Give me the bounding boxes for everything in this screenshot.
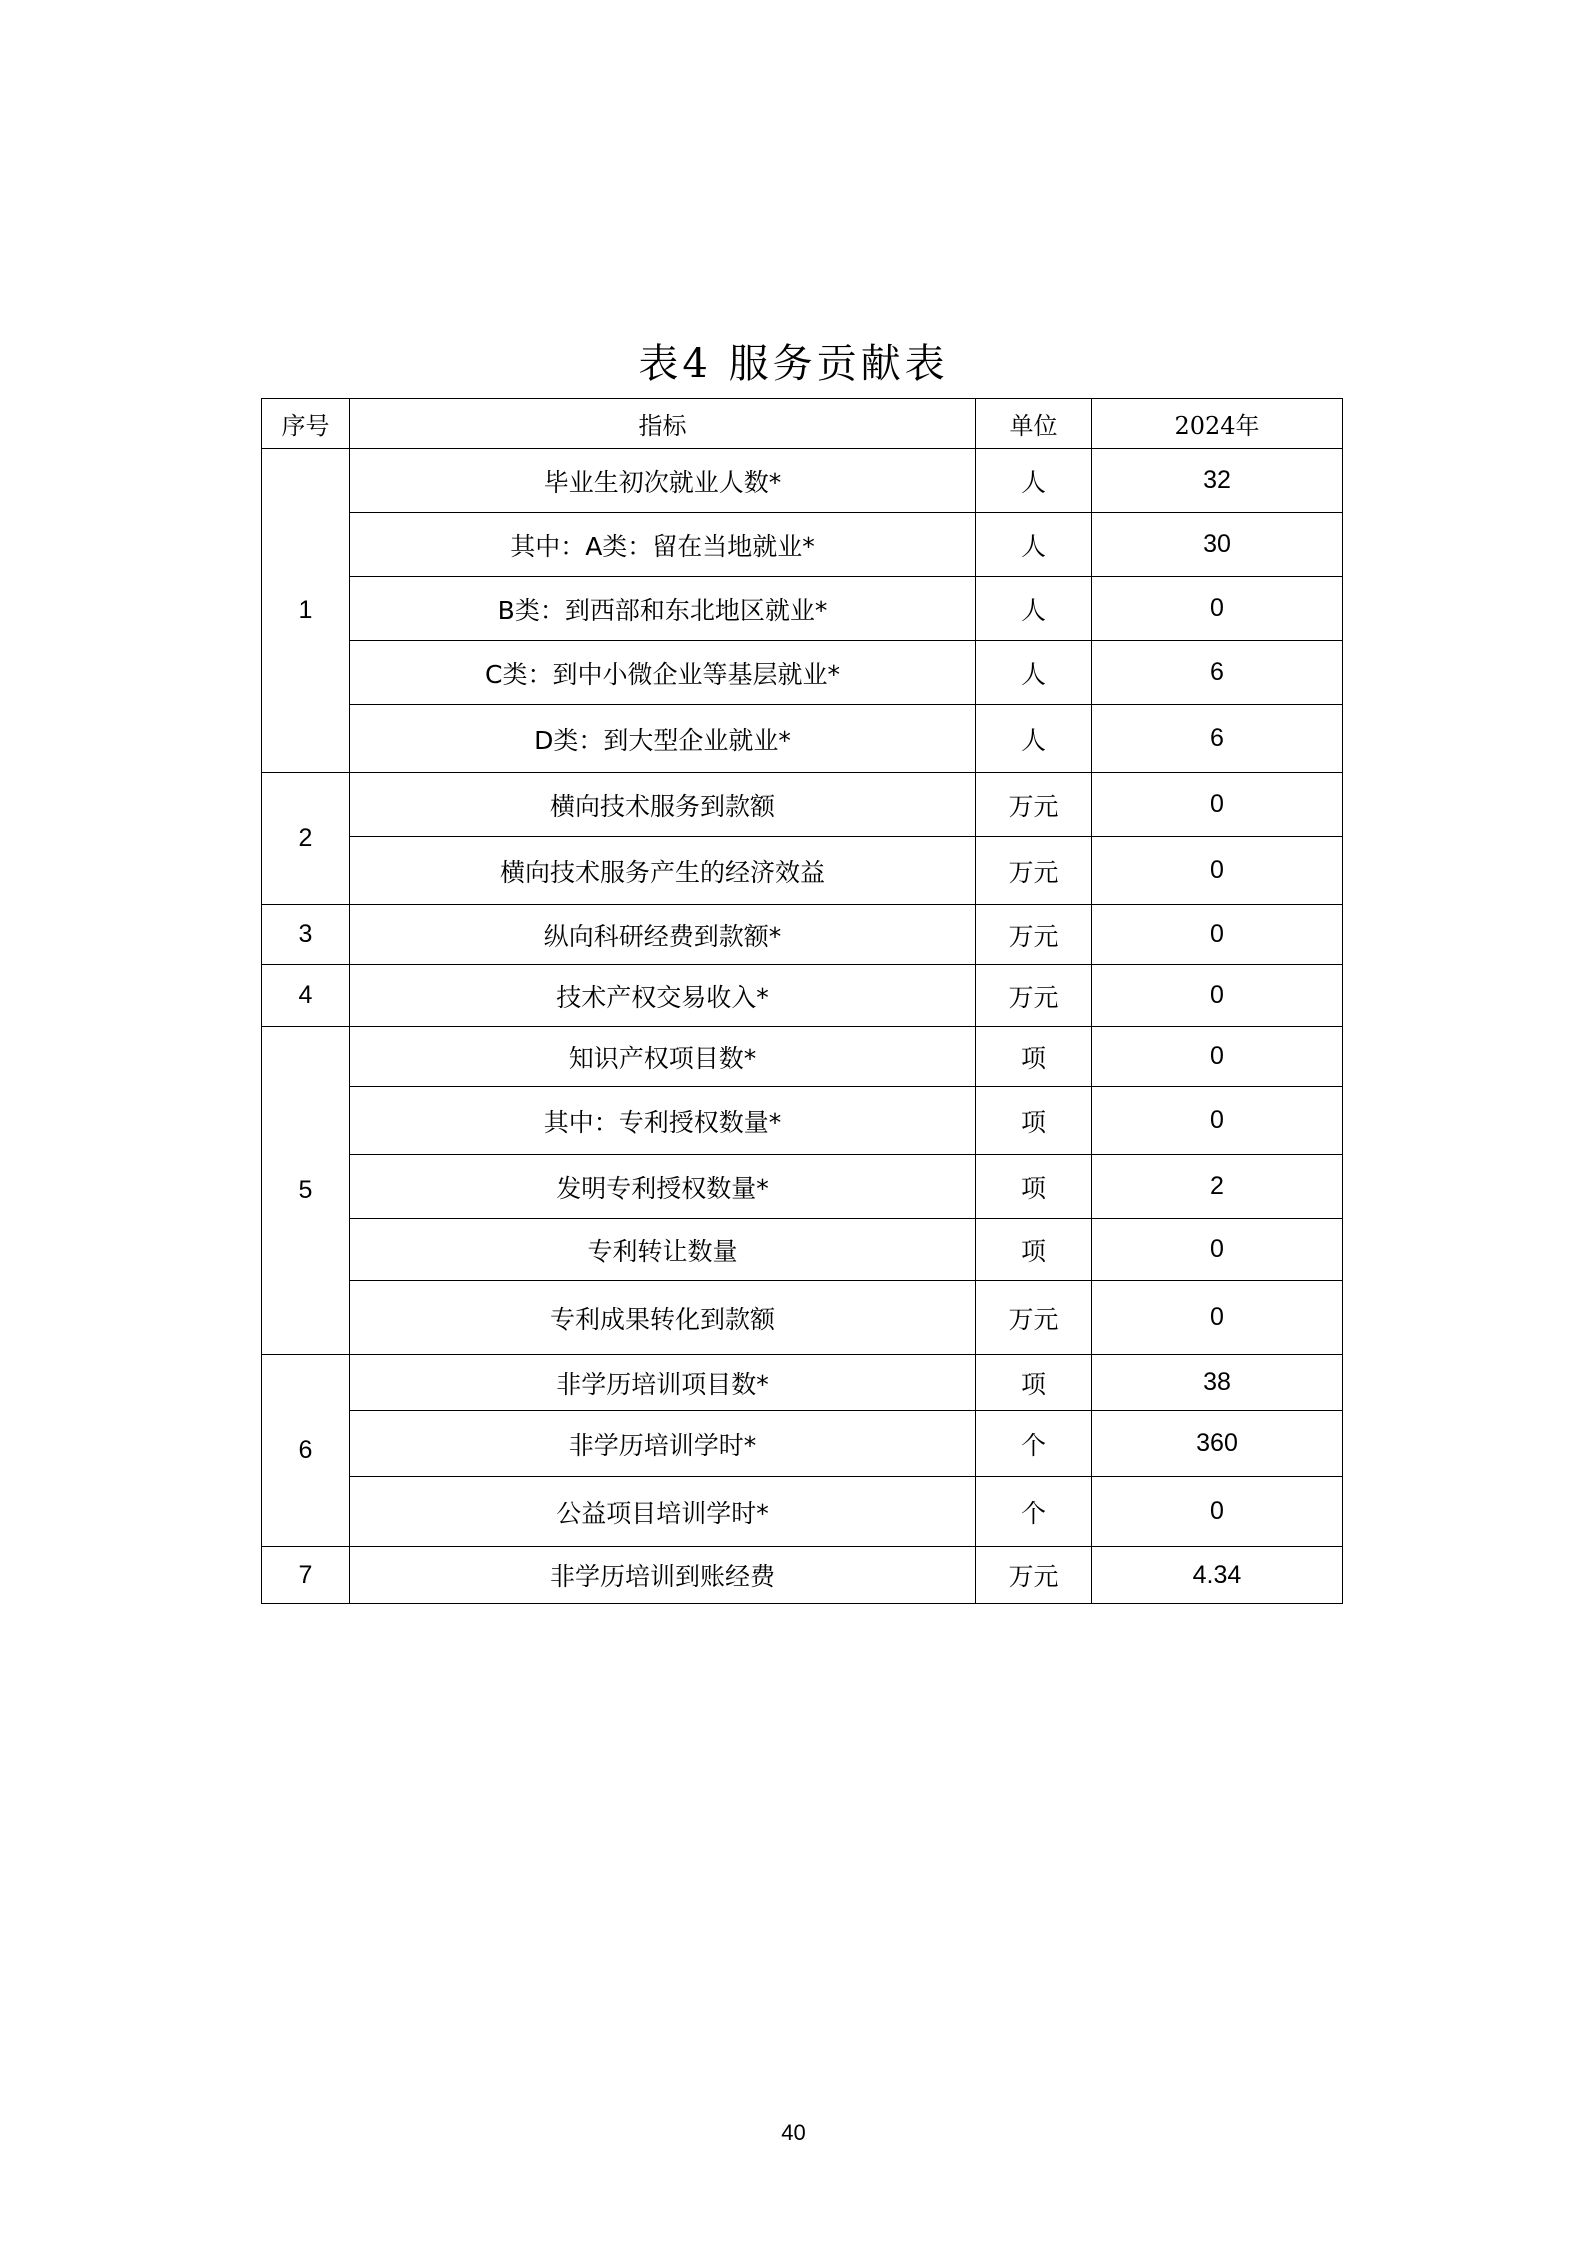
indicator-cell: 专利成果转化到款额 <box>350 1281 976 1355</box>
value-cell: 6 <box>1092 641 1343 705</box>
unit-cell: 万元 <box>976 1281 1092 1355</box>
table-row <box>262 1281 1343 1355</box>
unit-cell: 人 <box>976 641 1092 705</box>
unit-cell: 个 <box>976 1411 1092 1477</box>
table-row <box>262 837 1343 905</box>
indicator-cell: 其中：A类：留在当地就业* <box>350 513 976 577</box>
seq-cell: 3 <box>262 905 350 965</box>
seq-cell: 1 <box>262 449 350 773</box>
page-title: 表4 服务贡献表 <box>638 341 949 387</box>
seq-cell: 7 <box>262 1547 350 1604</box>
indicator-cell: 公益项目培训学时* <box>350 1477 976 1547</box>
value-cell: 0 <box>1092 965 1343 1027</box>
header-year: 2024年 <box>1092 399 1343 449</box>
unit-cell: 项 <box>976 1155 1092 1219</box>
table-row <box>262 449 1343 513</box>
table-row <box>262 965 1343 1027</box>
indicator-cell: 毕业生初次就业人数* <box>350 449 976 513</box>
unit-cell: 项 <box>976 1219 1092 1281</box>
unit-cell: 项 <box>976 1027 1092 1087</box>
table-row <box>262 1219 1343 1281</box>
value-cell: 0 <box>1092 577 1343 641</box>
table-row <box>262 1087 1343 1155</box>
indicator-cell: 非学历培训到账经费 <box>350 1547 976 1604</box>
table-body <box>262 449 1343 1604</box>
unit-cell: 万元 <box>976 1547 1092 1604</box>
seq-cell: 4 <box>262 965 350 1027</box>
unit-cell: 人 <box>976 449 1092 513</box>
unit-cell: 人 <box>976 705 1092 773</box>
unit-cell: 万元 <box>976 837 1092 905</box>
header-unit: 单位 <box>976 399 1092 449</box>
table-row <box>262 1155 1343 1219</box>
value-cell: 0 <box>1092 905 1343 965</box>
table-row <box>262 1027 1343 1087</box>
value-cell: 6 <box>1092 705 1343 773</box>
indicator-cell: D类：到大型企业就业* <box>350 705 976 773</box>
unit-cell: 万元 <box>976 773 1092 837</box>
header-seq: 序号 <box>262 399 350 449</box>
value-cell: 0 <box>1092 837 1343 905</box>
table-row <box>262 513 1343 577</box>
seq-cell: 6 <box>262 1355 350 1547</box>
indicator-cell: 横向技术服务到款额 <box>350 773 976 837</box>
table-row <box>262 577 1343 641</box>
seq-cell: 2 <box>262 773 350 905</box>
header-indicator: 指标 <box>350 399 976 449</box>
value-cell: 0 <box>1092 1281 1343 1355</box>
indicator-cell: 发明专利授权数量* <box>350 1155 976 1219</box>
indicator-cell: B类：到西部和东北地区就业* <box>350 577 976 641</box>
value-cell: 38 <box>1092 1355 1343 1411</box>
indicator-cell: 其中：专利授权数量* <box>350 1087 976 1155</box>
unit-cell: 万元 <box>976 965 1092 1027</box>
indicator-cell: 技术产权交易收入* <box>350 965 976 1027</box>
table-row <box>262 1355 1343 1411</box>
value-cell: 4.34 <box>1092 1547 1343 1604</box>
value-cell: 360 <box>1092 1411 1343 1477</box>
indicator-cell: 横向技术服务产生的经济效益 <box>350 837 976 905</box>
table-header-row <box>262 399 1343 449</box>
unit-cell: 项 <box>976 1087 1092 1155</box>
table-row <box>262 641 1343 705</box>
table-row <box>262 1477 1343 1547</box>
value-cell: 0 <box>1092 1087 1343 1155</box>
seq-cell: 5 <box>262 1027 350 1355</box>
table-row <box>262 1411 1343 1477</box>
page-number: 40 <box>781 2120 806 2145</box>
unit-cell: 人 <box>976 577 1092 641</box>
table-row <box>262 773 1343 837</box>
table-row <box>262 905 1343 965</box>
indicator-cell: 知识产权项目数* <box>350 1027 976 1087</box>
unit-cell: 万元 <box>976 905 1092 965</box>
indicator-cell: 专利转让数量 <box>350 1219 976 1281</box>
table-row <box>262 705 1343 773</box>
table-row <box>262 1547 1343 1604</box>
unit-cell: 项 <box>976 1355 1092 1411</box>
unit-cell: 个 <box>976 1477 1092 1547</box>
value-cell: 2 <box>1092 1155 1343 1219</box>
value-cell: 0 <box>1092 1027 1343 1087</box>
value-cell: 0 <box>1092 773 1343 837</box>
indicator-cell: 非学历培训学时* <box>350 1411 976 1477</box>
indicator-cell: 非学历培训项目数* <box>350 1355 976 1411</box>
value-cell: 0 <box>1092 1219 1343 1281</box>
indicator-cell: C类：到中小微企业等基层就业* <box>350 641 976 705</box>
value-cell: 30 <box>1092 513 1343 577</box>
value-cell: 0 <box>1092 1477 1343 1547</box>
service-contribution-table <box>261 398 1343 1604</box>
value-cell: 32 <box>1092 449 1343 513</box>
unit-cell: 人 <box>976 513 1092 577</box>
indicator-cell: 纵向科研经费到款额* <box>350 905 976 965</box>
